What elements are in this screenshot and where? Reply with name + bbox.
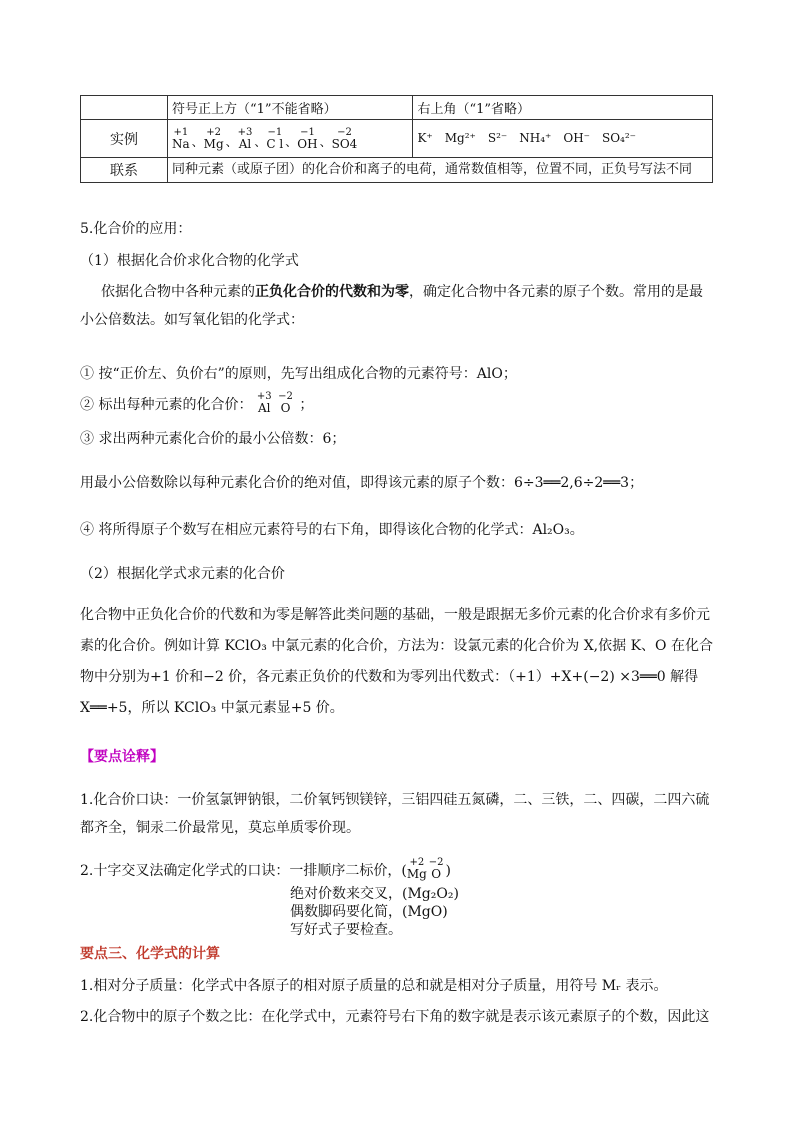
separator: 、: [191, 134, 204, 149]
element-symbol: SO4: [331, 136, 358, 151]
valence-mark: [204, 128, 224, 150]
key-points-heading: 【要点诠释】: [80, 749, 164, 765]
row-label: 联系: [81, 158, 168, 183]
valence-number: −1: [267, 126, 283, 138]
valence-examples: [168, 120, 413, 158]
mnemonic-2: 2.十字交叉法确定化学式的口诀：一排顺序二标价，( +2 Mg −2 O ): [80, 857, 452, 881]
paragraph: 化合物中正负化合价的代数和为零是解答此类问题的基础，一般是跟据无多价元素的化合价求有多价元素的化合价。例如计算 KClO₃ 中氯元素的化合价，方法为：设氯元素的化合价为 X,依据 K、O 在化合物中分别为+1 价和−2 价，各元素正负价的代数和为零列出代数式：（+1）+X+(−2) ×3══0 解得 X══+5，所以 KClO₃ 中氯元素显+5 价。: [80, 607, 713, 716]
element-symbol: Mg: [203, 136, 224, 151]
valence-number: −2: [337, 126, 352, 138]
valence-mark: [266, 128, 283, 150]
valence-number: −1: [300, 126, 315, 138]
element-symbol: OH: [297, 136, 318, 151]
valence-mark: −2 O: [428, 857, 444, 881]
separator: 、: [254, 134, 267, 149]
valence-mark: +2 Mg: [406, 857, 427, 881]
separator: 、: [319, 134, 332, 149]
ion-symbol: K⁺: [417, 131, 433, 145]
mnemonic-1: 1.化合价口诀：一价氢氯钾钠银，二价氧钙钡镁锌，三铝四硅五氮磷，二、三铁，二、四碳，二四六硫都齐全，铜汞二价最常见，莫忘单质零价现。: [80, 792, 710, 836]
valence-number: +3: [237, 126, 253, 138]
valence-mark: [238, 128, 253, 150]
element-symbol: C l: [266, 136, 284, 151]
step-calculation: 用最小公倍数除以每种元素化合价的绝对值，即得该元素的原子个数：6÷3══2,6÷2══3；: [80, 475, 644, 491]
ion-symbol: NH₄⁺: [519, 131, 552, 145]
subsection-title: （2）根据化学式求元素的化合价: [80, 566, 285, 582]
paragraph: 依据化合物中各种元素的正负化合价的代数和为零，确定化合物中各元素的原子个数。常用的是最小公倍数法。如写氧化铝的化学式：: [80, 284, 703, 328]
element-symbol: Al: [238, 136, 252, 151]
mnemonic-line: 写好式子要检查。: [290, 922, 402, 938]
step-1: ① 按“正价左、负价右”的原则，先写出组成化合物的元素符号：AlO；: [80, 366, 517, 382]
table-row: [81, 158, 713, 183]
section-heading: 要点三、化学式的计算: [80, 946, 220, 962]
relation-text: 同种元素（或原子团）的化合价和离子的电荷，通常数值相等，位置不同，正负号写法不同: [168, 158, 713, 183]
step-4: ④ 将所得原子个数写在相应元素符号的右下角，即得该化合物的化学式：Al₂O₃。: [80, 522, 584, 538]
valence-mark: [332, 128, 358, 150]
section-title: 5.化合价的应用：: [80, 221, 192, 237]
valence-mark: [172, 128, 190, 150]
valence-mark: [297, 128, 317, 150]
ion-symbol: S²⁻: [487, 131, 508, 145]
valence-number: +2: [206, 126, 222, 138]
step-2: ② 标出每种元素的化合价： +3 Al −2 O ；: [80, 391, 314, 415]
ion-symbol: SO₄²⁻: [602, 131, 637, 145]
mnemonic-line: 绝对价数来交叉，(Mg₂O₂): [290, 886, 459, 902]
ion-symbol: Mg²⁺: [444, 131, 476, 145]
separator: 、: [285, 134, 298, 149]
header-cell: 右上角（“1”省略）: [413, 96, 713, 120]
valence-mark: +3 Al: [256, 391, 272, 415]
mnemonic-line: 偶数脚码要化简，(MgO): [290, 904, 448, 920]
ion-examples: [413, 120, 713, 158]
table-row: [81, 120, 713, 158]
subsection-title: （1）根据化合价求化合物的化学式: [80, 253, 299, 269]
step-3: ③ 求出两种元素化合价的最小公倍数：6；: [80, 431, 346, 447]
header-cell: 符号正上方（“1”不能省略）: [168, 96, 413, 120]
table-row: [81, 96, 713, 120]
calc-item-2: 2.化合物中的原子个数之比：在化学式中，元素符号右下角的数字就是表示该元素原子的个数，因此这: [80, 1009, 710, 1025]
element-symbol: Na: [172, 136, 190, 151]
row-label: 实例: [81, 120, 168, 158]
valence-mark: −2 O: [278, 391, 293, 415]
calc-item-1: 1.相对分子质量：化学式中各原子的相对原子质量的总和就是相对分子质量，用符号 Mᵣ 表示。: [80, 978, 668, 994]
separator: 、: [225, 134, 238, 149]
valence-number: +1: [173, 126, 189, 138]
valence-comparison-table: [80, 95, 713, 183]
ion-symbol: OH⁻: [563, 131, 590, 145]
